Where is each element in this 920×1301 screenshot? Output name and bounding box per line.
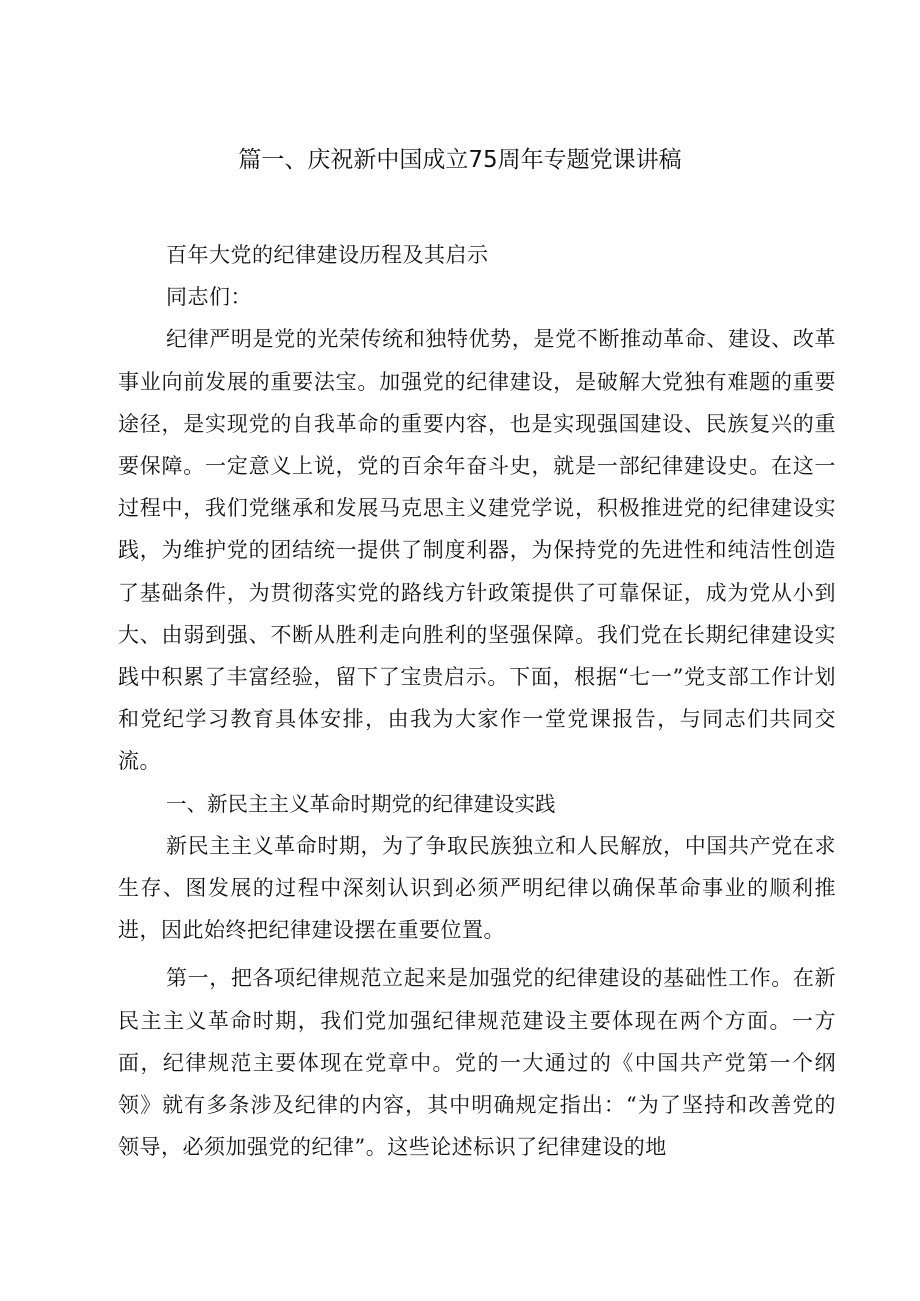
document-body	[118, 234, 836, 1168]
section-heading-1: 一、新民主主义革命时期党的纪律建设实践	[166, 791, 556, 816]
document-title: 篇一、庆祝新中国成立75周年专题党课讲稿	[238, 147, 682, 173]
intro-paragraph: 纪律严明是党的光荣传统和独特优势，是党不断推动革命、建设、改革事业向前发展的重要法宝。加强党的纪律建设，是破解大党独有难题的重要途径，是实现党的自我革命的重要内容，也是实现强国建设、民族复兴的重要保障。一定意义上说，党的百余年奋斗史，就是一部纪律建设史。在这一过程中，我们党继承和发展马克思主义建党学说，积极推进党的纪律建设实践，为维护党的团结统一提供了制度利器，为保持党的先进性和纯洁性创造了基础条件，为贯彻落实党的路线方针政策提供了可靠保证，成为党从小到大、由弱到强、不断从胜利走向胜利的坚强保障。我们党在长期纪律建设实践中积累了丰富经验，留下了宝贵启示。下面，根据“七一”党支部工作计划和党纪学习教育具体安排，由我为大家作一堂党课报告，与同志们共同交流。	[118, 327, 836, 774]
section-1-intro-paragraph: 新民主主义革命时期，为了争取民族独立和人民解放，中国共产党在求生存、图发展的过程中深刻认识到必须严明纪律以确保革命事业的顺利推进，因此始终把纪律建设摆在重要位置。	[118, 833, 836, 943]
document-subtitle: 百年大党的纪律建设历程及其启示	[166, 243, 489, 267]
salutation: 同志们：	[166, 285, 252, 310]
section-1-point-1-paragraph: 第一，把各项纪律规范立起来是加强党的纪律建设的基础性工作。在新民主主义革命时期，我们党加强纪律规范建设主要体现在两个方面。一方面，纪律规范主要体现在党章中。党的一大通过的《中国共产党第一个纲领》就有多条涉及纪律的内容，其中明确规定指出：“为了坚持和改善党的领导，必须加强党的纪律”。这些论述标识了纪律建设的地	[118, 966, 836, 1160]
